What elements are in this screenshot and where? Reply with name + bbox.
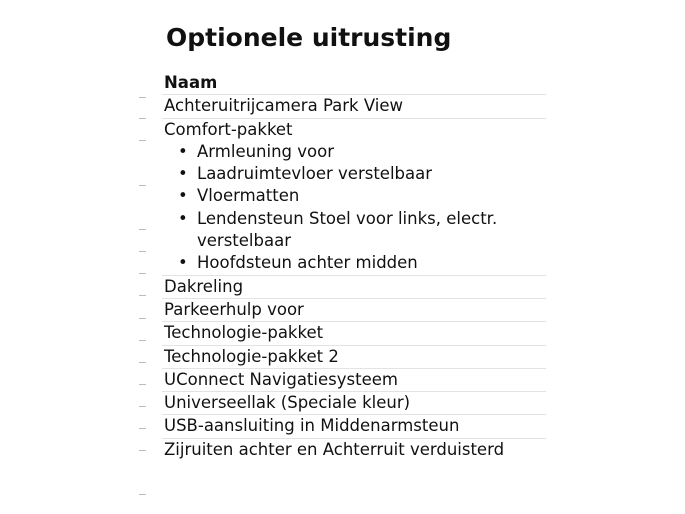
margin-tick — [139, 118, 146, 119]
table-row-comfort-pakket — [162, 119, 546, 276]
margin-tick — [139, 384, 146, 385]
table-row: Technologie-pakket — [162, 322, 546, 345]
column-header-name: Naam — [162, 72, 546, 95]
table-row: Zijruiten achter en Achterruit verduisterd — [164, 439, 505, 459]
table-row: USB-aansluiting in Middenarmsteun — [162, 415, 546, 438]
list-item: • Armleuning voor — [178, 141, 527, 163]
margin-tick — [139, 494, 146, 495]
comfort-pakket-sublist — [164, 141, 546, 275]
margin-tick — [139, 251, 146, 252]
table-row-label: Comfort-pakket — [164, 119, 293, 139]
margin-tick — [139, 362, 146, 363]
margin-tick — [139, 185, 146, 186]
table-row: Technologie-pakket 2 — [162, 346, 546, 369]
list-item: • Laadruimtevloer verstelbaar — [178, 163, 527, 185]
margin-tick — [139, 140, 146, 141]
list-item: • Vloermatten — [178, 185, 527, 207]
margin-tick — [139, 97, 146, 98]
margin-tick — [139, 229, 146, 230]
list-item: • Hoofdsteun achter midden — [178, 252, 527, 274]
margin-tick — [139, 450, 146, 451]
margin-tick — [139, 406, 146, 407]
table-row: Achteruitrijcamera Park View — [162, 95, 546, 118]
table-row: Parkeerhulp voor — [162, 299, 546, 322]
options-table — [162, 72, 546, 461]
margin-tick — [139, 318, 146, 319]
margin-tick — [139, 340, 146, 341]
table-row: UConnect Navigatiesysteem — [162, 369, 546, 392]
table-row: Dakreling — [162, 276, 546, 299]
list-item: • Lendensteun Stoel voor links, electr. verstelbaar — [178, 208, 527, 253]
margin-tick — [139, 428, 146, 429]
margin-tick — [139, 273, 146, 274]
margin-tick — [139, 295, 146, 296]
table-row: Universeellak (Speciale kleur) — [162, 392, 546, 415]
page-title: Optionele uitrusting — [166, 23, 452, 52]
